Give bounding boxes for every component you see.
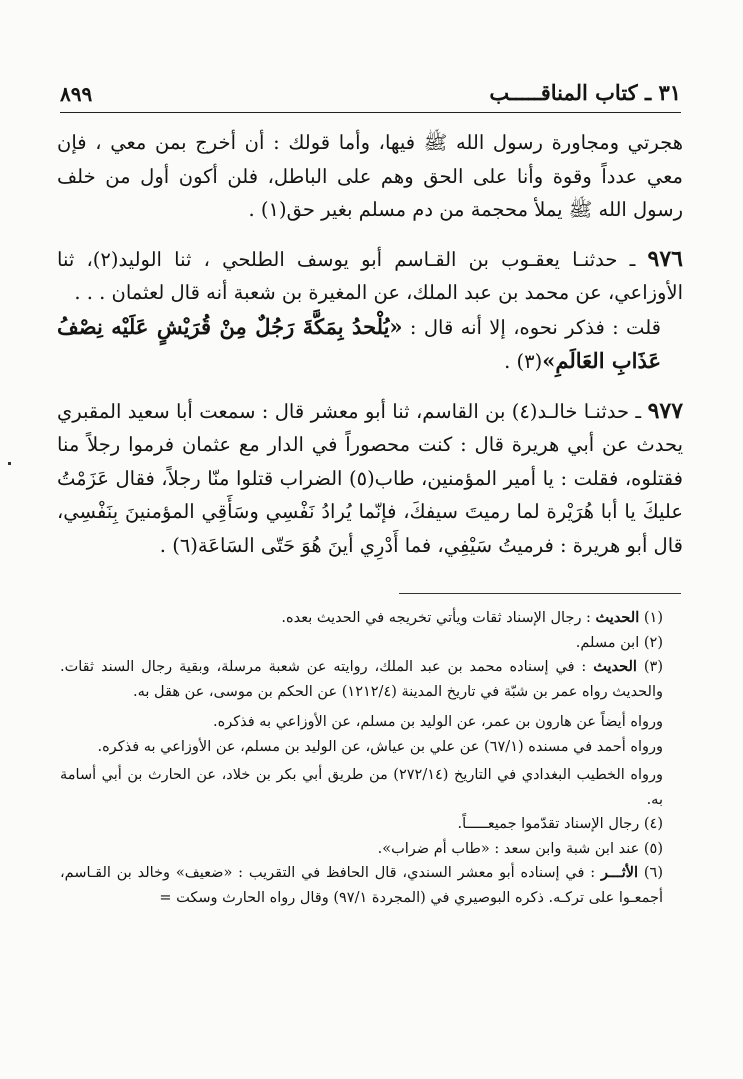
quoted-hadith: «يُلْحدُ بِمَكَّةَ رَجُلٌ مِنْ قُرَيْشٍ عَلَيْه نِصْفُ عَذَابِ العَالَمِ» [57,313,661,373]
chapter-title: ٣١ ـ كتاب المناقـــــب [489,80,681,105]
hadith-977 [57,395,683,563]
footnote-6: (٦) الأثـــر : في إسناده أبو معشر السندي، قال الحافظ في التقريب : «ضعيف» وخالد بن القـاسم، أجمعـوا على تركـه. ذكره البوصيري في (المجردة ٩٧/١) وقال رواه الحارث وسكت = [60,864,664,906]
page-number: ٨٩٩ [60,82,93,106]
hadith-976-variant [57,310,683,379]
footnote-3-cont-2: ورواه أحمد في مسنده (٦٧/١) عن علي بن عياش، عن الوليد بن مسلم، عن الأوزاعي به فذكره. [97,738,663,755]
paragraph-text: هجرتي ومجاورة رسول الله ﷺ فيها، وأما قولك : أن أخرج بمن معي ، فإن معي عدداً وقوة وأنا على الحق وهم على الباطل، فلن أكون أول من خلف رسول الله ﷺ يملأ محجمة من دم مسلم بغير حق(١) . [57,131,683,221]
footnotes [60,606,681,910]
variant-lead: قلت : فذكر نحوه، إلا أنه قال : [402,315,661,339]
variant-tail: (٣) . [504,350,543,373]
hadith-976 [57,243,683,310]
footnote-5: (٥) عند ابن شبة وابن سعد : «طاب أم ضراب». [377,840,663,857]
footnote-1: (١) الحديث : رجال الإسناد ثقات ويأتي تخريجه في الحديث بعده. [281,609,663,626]
footnote-4: (٤) رجال الإسناد تقدّموا جميعـــــاً. [457,816,663,832]
hadith-number: ٩٧٧ [647,397,684,424]
hadith-number: ٩٧٦ [647,245,683,272]
scan-dot [8,462,11,465]
footnote-3: (٣) الحديث : في إسناده محمد بن عبد الملك، روايته عن شعبة مرسلة، وبقية رجال السند ثقات. والحديث رواه عمر بن شبّة في تاريخ المدينة (١٢١٢/٤) عن الحكم بن موسى، عن هقل به. [60,658,663,700]
main-text [57,126,683,562]
hadith-text: ـ حدثنـا خالـد(٤) بن القاسم، ثنا أبو معشر قال : سمعت أبا سعيد المقبري يحدث عن أبي هريرة قال : كنت محصوراً في الدار مع عثمان فرموا رجلاً منا فقتلوه، فقلت : يا أمير المؤمنين، طاب(٥) الضراب قتلوا منّا رجلاً، فقال عَزَمْتُ عليكَ يا أبا هُرَيْرة لما رميتَ سيفكَ، فإنّما يُرادُ نَفْسِي وسَأَقِي المؤمنينَ بِنَفْسِي، قال أبو هريرة : فرميتُ سَيْفِي، فما أَدْرِي أينَ هُوَ حَتّى السَاعَة(٦) . [57,399,683,557]
paragraph-continuation [57,126,683,227]
footnote-3-cont-1: ورواه أيضاً عن هارون بن عمر، عن الوليد بن مسلم، عن الأوزاعي به فذكره. [213,714,663,730]
hadith-text: ـ حدثنـا يعقـوب بن القـاسم أبو يوسف الطلحي ، ثنا الوليد(٢)، ثنا الأوزاعي، عن محمد بن عبد الملك، عن المغيرة بن شعبة أنه قال لعثمان . . . [57,247,683,304]
running-header [60,78,681,113]
footnote-3-cont-3: ورواه الخطيب البغدادي في التاريخ (٢٧٢/١٤) من طريق أبي بكر بن خلاد، عن الحارث بن أبي أسامة به. [60,767,663,808]
footnote-divider [399,593,681,594]
footnote-2: (٢) ابن مسلم. [575,634,663,651]
